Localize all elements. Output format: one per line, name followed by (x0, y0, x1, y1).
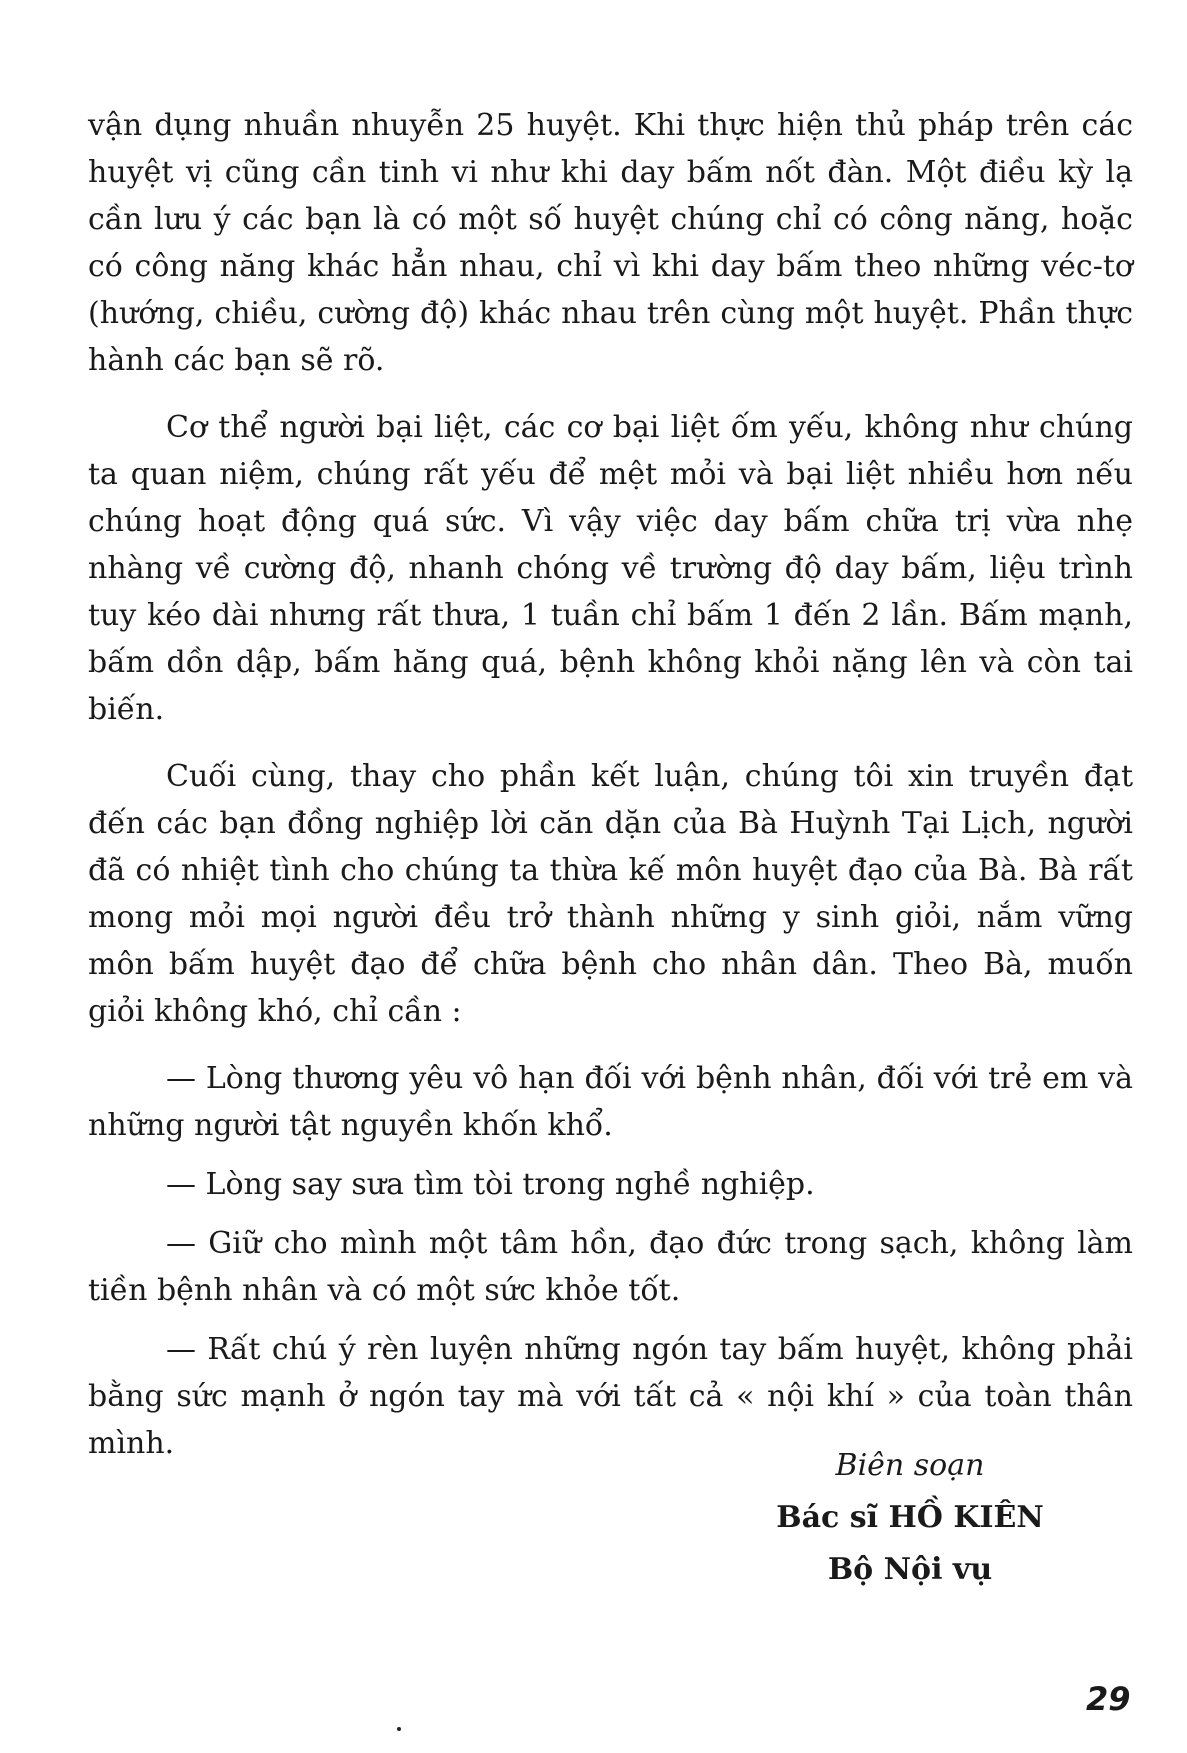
advice-item-3: — Giữ cho mình một tâm hồn, đạo đức trong sạch, không làm tiền bệnh nhân và có một sức khỏe tốt. (88, 1226, 1133, 1308)
signature-name: Bác sĩ HỒ KIÊN (776, 1500, 1044, 1535)
signature-role: Biên soạn (835, 1448, 985, 1483)
paragraph-3: Cuối cùng, thay cho phần kết luận, chúng tôi xin truyền đạt đến các bạn đồng nghiệp lời căn dặn của Bà Huỳnh Tại Lịch, người đã có nhiệt tình cho chúng ta thừa kế môn huyệt đạo của Bà. Bà rất mong mỏi mọi người đều trở thành những y sinh giỏi, nắm vững môn bấm huyệt đạo để chữa bệnh cho nhân dân. Theo Bà, muốn giỏi không khó, chỉ cần : (88, 759, 1133, 1029)
advice-item-4: — Rất chú ý rèn luyện những ngón tay bấm huyệt, không phải bằng sức mạnh ở ngón tay mà với tất cả « nội khí » của toàn thân mình. (88, 1332, 1133, 1461)
advice-item-2: — Lòng say sưa tìm tòi trong nghề nghiệp. (166, 1167, 815, 1202)
signature-org: Bộ Nội vụ (827, 1552, 993, 1587)
ink-dot (397, 1727, 401, 1731)
advice-item-1: — Lòng thương yêu vô hạn đối với bệnh nhân, đối với trẻ em và những người tật nguyền khốn khổ. (88, 1061, 1133, 1143)
paragraph-2: Cơ thể người bại liệt, các cơ bại liệt ốm yếu, không như chúng ta quan niệm, chúng rất yếu để mệt mỏi và bại liệt nhiều hơn nếu chúng hoạt động quá sức. Vì vậy việc day bấm chữa trị vừa nhẹ nhàng về cường độ, nhanh chóng về trường độ day bấm, liệu trình tuy kéo dài nhưng rất thưa, 1 tuần chỉ bấm 1 đến 2 lần. Bấm mạnh, bấm dồn dập, bấm hăng quá, bệnh không khỏi nặng lên và còn tai biến. (88, 410, 1133, 727)
paragraph-1: vận dụng nhuần nhuyễn 25 huyệt. Khi thực hiện thủ pháp trên các huyệt vị cũng cần tinh vi như khi day bấm nốt đàn. Một điều kỳ lạ cần lưu ý các bạn là có một số huyệt chúng chỉ có công năng, hoặc có công năng khác hẳn nhau, chỉ vì khi day bấm theo những véc-tơ (hướng, chiều, cường độ) khác nhau trên cùng một huyệt. Phần thực hành các bạn sẽ rõ. (88, 108, 1133, 378)
signature-block (760, 1440, 1060, 1596)
page-number: 29 (1086, 1680, 1131, 1718)
body-text (88, 102, 1133, 1479)
